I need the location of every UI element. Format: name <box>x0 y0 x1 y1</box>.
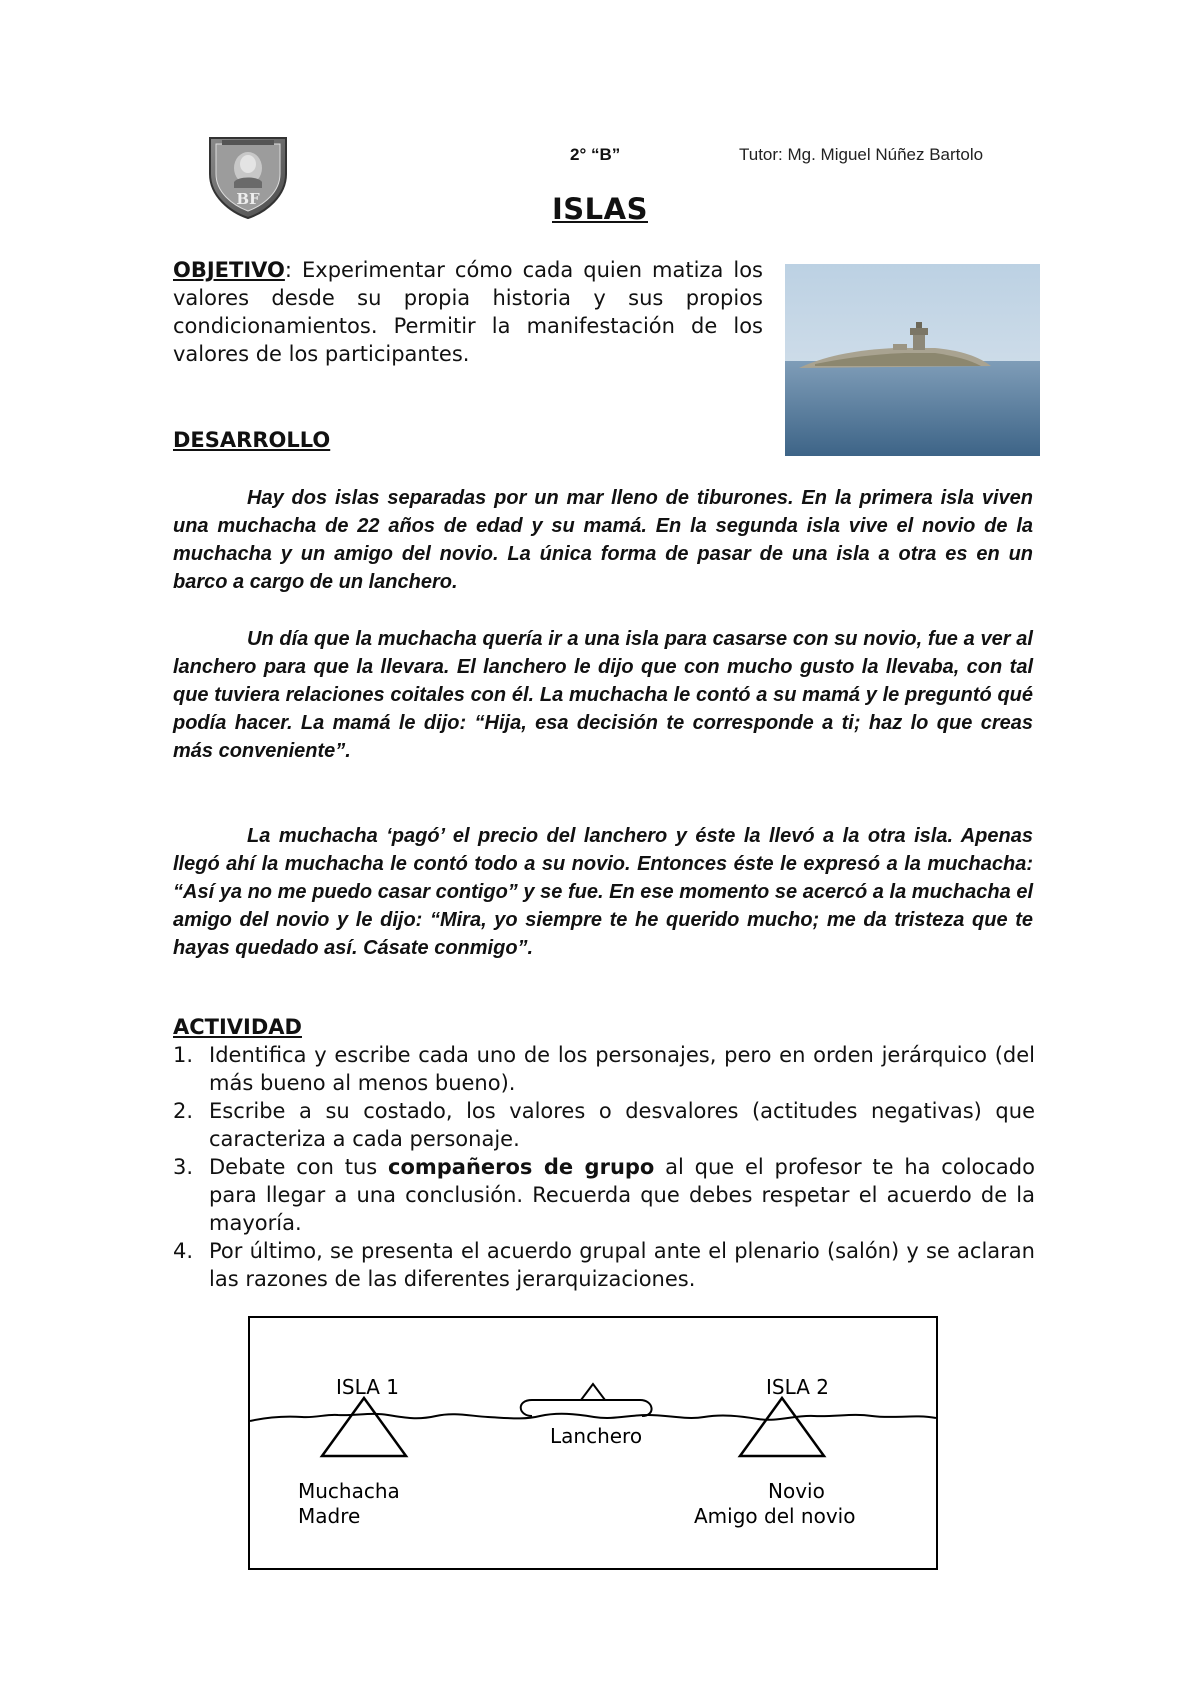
activity-item-number: 4. <box>173 1239 194 1263</box>
islands-diagram <box>248 1316 938 1570</box>
island-1-person: Madre <box>298 1504 361 1528</box>
development-heading: DESARROLLO <box>173 428 331 452</box>
activity-item-number: 2. <box>173 1099 194 1123</box>
activity-item: 1. Identifica y escribe cada uno de los personajes, pero en orden jerárquico (del más bueno al menos bueno). <box>173 1043 1035 1095</box>
activity-item-number: 1. <box>173 1043 194 1067</box>
island-1-person: Muchacha <box>298 1479 400 1503</box>
objective-text: : Experimentar cómo cada quien matiza los valores desde su propia historia y sus propios condicionamientos. Permitir la manifestación de los valores de los participantes. <box>173 258 763 366</box>
objective-paragraph <box>173 256 763 368</box>
activity-list <box>173 1041 1035 1293</box>
activity-item: 4. Por último, se presenta el acuerdo grupal ante el plenario (salón) y se aclaran las razones de las diferentes jerarquizaciones. <box>173 1239 1035 1291</box>
grade-label: 2° “B” <box>570 145 621 164</box>
activity-item: 2. Escribe a su costado, los valores o desvalores (actitudes negativas) que caracteriza a cada personaje. <box>173 1099 1035 1151</box>
island-photo <box>785 264 1040 456</box>
story-paragraph-3: La muchacha ‘pagó’ el precio del lanchero y éste la llevó a la otra isla. Apenas llegó ahí la muchacha le contó todo a su novio. Entonces éste le expresó a la muchacha: “Así ya no me puedo casar contigo” y se fue. En ese momento se acercó a la muchacha el amigo del novio y le dijo: “Mira, yo siempre te he querido mucho; me da tristeza que te hayas quedado así. Cásate conmigo”. <box>173 825 1033 959</box>
tutor-label: Tutor: Mg. Miguel Núñez Bartolo <box>739 145 984 164</box>
story-paragraph-1: Hay dos islas separadas por un mar lleno de tiburones. En la primera isla viven una muchacha de 22 años de edad y su mamá. En la segunda isla vive el novio de la muchacha y un amigo del novio. La única forma de pasar de una isla a otra es en un barco a cargo de un lanchero. <box>173 487 1033 593</box>
island-2-person: Amigo del novio <box>694 1504 856 1528</box>
island-2-label: ISLA 2 <box>766 1375 829 1399</box>
island-2-person: Novio <box>768 1479 825 1503</box>
activity-item-number: 3. <box>173 1155 194 1179</box>
page-title: ISLAS <box>552 192 648 226</box>
logo-initials: BF <box>236 190 260 208</box>
activity-heading: ACTIVIDAD <box>173 1015 302 1039</box>
story-paragraph-2: Un día que la muchacha quería ir a una isla para casarse con su novio, fue a ver al lanchero para que la llevara. El lanchero le dijo que con mucho gusto la llevaba, con tal que tuviera relaciones coitales con él. La muchacha le contó a su mamá y le preguntó qué podía hacer. La mamá le dijo: “Hija, esa decisión te corresponde a ti; haz lo que creas más conveniente”. <box>173 628 1033 762</box>
objective-label: OBJETIVO <box>173 258 285 282</box>
group-emphasis: compañeros de grupo <box>388 1155 655 1179</box>
island-1-label: ISLA 1 <box>336 1375 399 1399</box>
boat-label: Lanchero <box>550 1424 643 1448</box>
activity-item: 3. Debate con tus compañeros de grupo al que el profesor te ha colocado para llegar a una conclusión. Recuerda que debes respetar el acuerdo de la mayoría. <box>173 1155 1035 1235</box>
